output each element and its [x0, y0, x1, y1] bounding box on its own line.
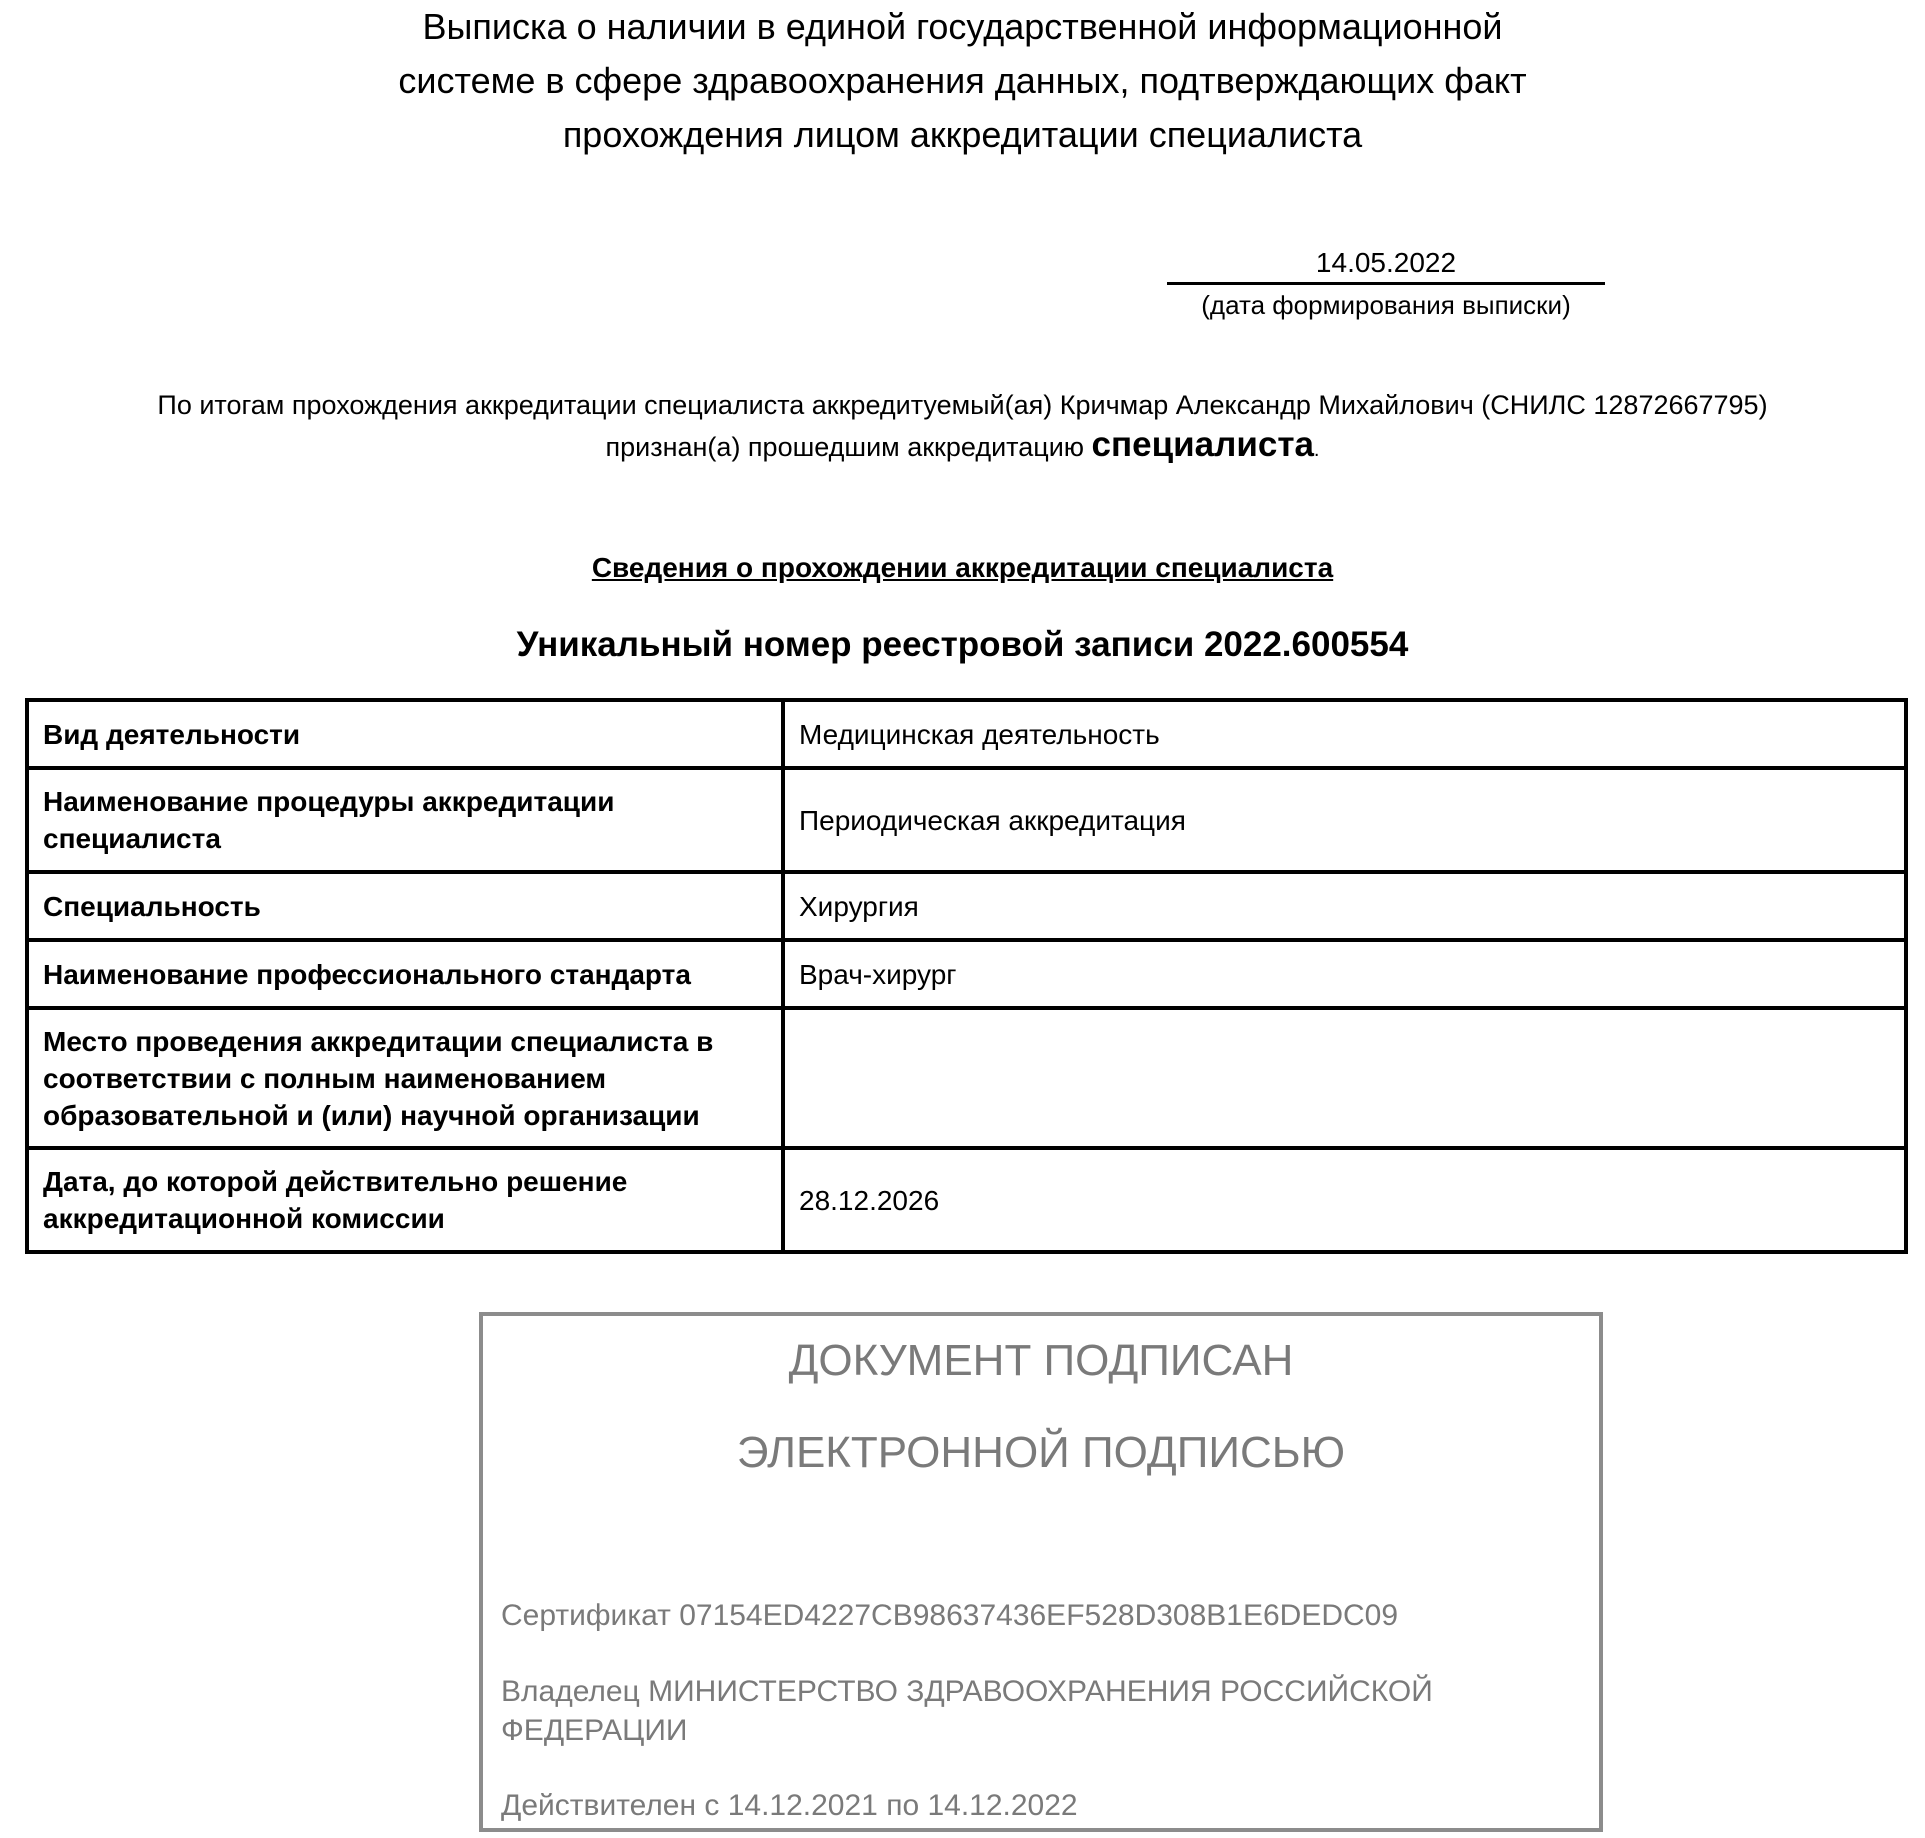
stamp-title-line-1: ДОКУМЕНТ ПОДПИСАН	[788, 1336, 1294, 1385]
row-value: Хирургия	[783, 872, 1906, 940]
title-line-3: прохождения лицом аккредитации специалиста	[562, 114, 1363, 155]
row-label: Дата, до которой действительно решение аккредитационной комиссии	[27, 1148, 783, 1252]
table-row	[27, 768, 1906, 872]
statement-date: 14.05.2022	[1167, 244, 1605, 285]
row-label: Наименование процедуры аккредитации специалиста	[27, 768, 783, 872]
intro-paragraph	[0, 385, 1925, 470]
row-label: Наименование профессионального стандарта	[27, 940, 783, 1008]
intro-line-2-prefix: признан(а) прошедшим аккредитацию	[605, 432, 1092, 462]
registry-number: Уникальный номер реестровой записи 2022.600554	[516, 625, 1409, 664]
stamp-owner: Владелец МИНИСТЕРСТВО ЗДРАВООХРАНЕНИЯ РОССИЙСКОЙ ФЕДЕРАЦИИ	[501, 1675, 1433, 1747]
intro-line-2-suffix: .	[1313, 439, 1320, 461]
statement-date-block	[1163, 244, 1609, 323]
row-label: Вид деятельности	[27, 700, 783, 768]
row-value	[783, 1008, 1906, 1148]
title-line-2: системе в сфере здравоохранения данных, подтверждающих факт	[398, 60, 1527, 101]
electronic-signature-stamp	[479, 1312, 1603, 1832]
row-value: Врач-хирург	[783, 940, 1906, 1008]
document-title	[0, 0, 1925, 162]
row-value: Периодическая аккредитация	[783, 768, 1906, 872]
table-row	[27, 700, 1906, 768]
table-row	[27, 1148, 1906, 1252]
title-line-1: Выписка о наличии в единой государственной информационной	[422, 6, 1503, 47]
intro-line-1: По итогам прохождения аккредитации специалиста аккредитуемый(ая) Кричмар Александр Михайлович (СНИЛС 12872667795)	[157, 390, 1768, 420]
table-row	[27, 940, 1906, 1008]
stamp-title-line-2: ЭЛЕКТРОННОЙ ПОДПИСЬЮ	[736, 1428, 1346, 1477]
intro-line-2	[0, 425, 1925, 470]
table-row	[27, 872, 1906, 940]
section-heading: Сведения о прохождении аккредитации специалиста	[591, 552, 1334, 583]
accreditation-table	[25, 698, 1908, 1254]
stamp-validity: Действителен с 14.12.2021 по 14.12.2022	[501, 1789, 1078, 1822]
row-label: Место проведения аккредитации специалиста в соответствии с полным наименованием образовательной и (или) научной организации	[27, 1008, 783, 1148]
stamp-certificate: Сертификат 07154ED4227CB98637436EF528D308B1E6DEDC09	[501, 1599, 1399, 1632]
table-row	[27, 1008, 1906, 1148]
row-label: Специальность	[27, 872, 783, 940]
row-value: 28.12.2026	[783, 1148, 1906, 1252]
row-value: Медицинская деятельность	[783, 700, 1906, 768]
intro-line-2-emphasis: специалиста	[1091, 425, 1314, 464]
statement-date-caption: (дата формирования выписки)	[1201, 290, 1571, 320]
